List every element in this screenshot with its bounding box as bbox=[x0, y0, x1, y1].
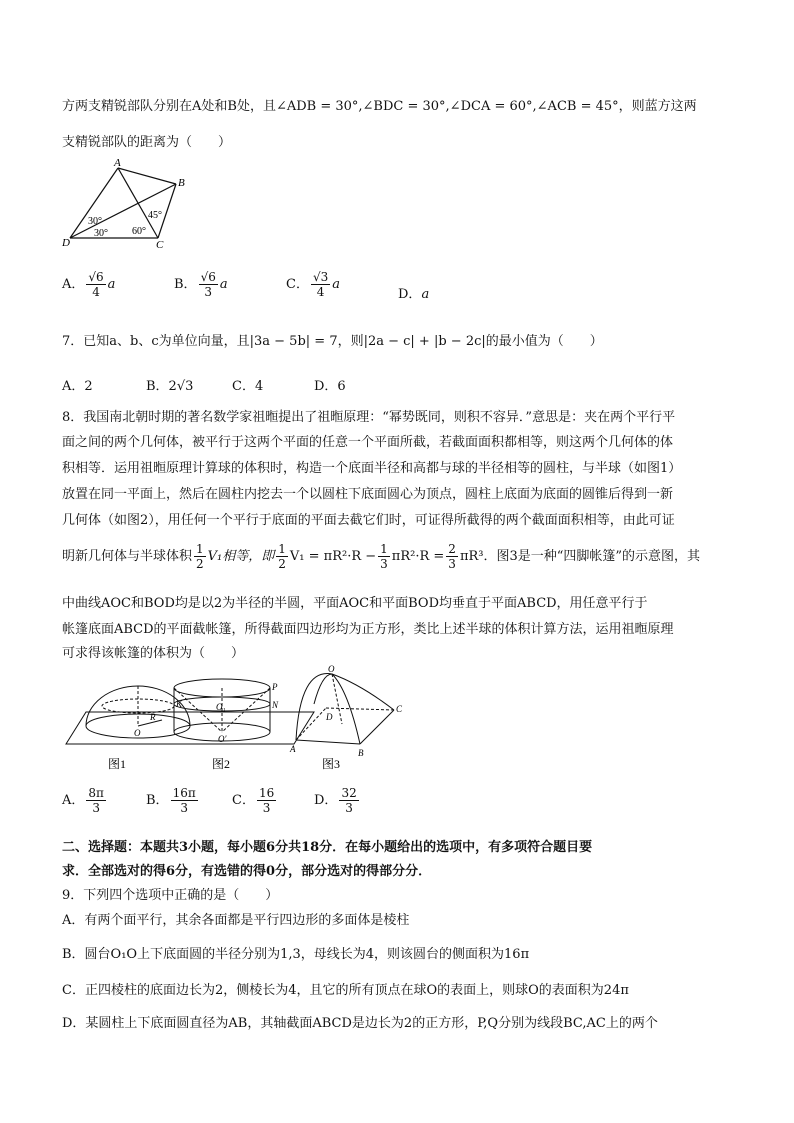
frac-den: 2 bbox=[278, 557, 286, 571]
option-tail: a bbox=[421, 287, 430, 302]
option-tail: a bbox=[107, 277, 116, 292]
q6-fig-label-b: B bbox=[178, 177, 185, 189]
option-tail: a bbox=[332, 277, 340, 292]
option-letter: D． bbox=[398, 287, 422, 302]
q8-option-a[interactable] bbox=[62, 786, 108, 815]
frac-den: 3 bbox=[262, 801, 271, 815]
frac-num: 1 bbox=[380, 542, 388, 556]
frac-den: 3 bbox=[448, 557, 456, 571]
frac-num: 2 bbox=[448, 542, 456, 556]
frac-num: 8π bbox=[88, 786, 104, 800]
q8-line6-part-c: V₁ = πR²·R − bbox=[289, 549, 377, 564]
fig2-label-o1: O₁ bbox=[216, 702, 226, 712]
q7-option-d[interactable]: D．6 bbox=[314, 379, 346, 394]
q6-stem-line1: 方两支精锐部队分别在A处和B处，且∠ADB = 30°,∠BDC = 30°,∠DCA = 60°,∠ACB = 45°，则蓝方这两 bbox=[62, 99, 697, 114]
option-letter: A． bbox=[62, 277, 85, 292]
fig2-label-k: K bbox=[176, 699, 183, 709]
option-letter: C． bbox=[286, 277, 309, 292]
q8-line5: 几何体（如图2），用任何一个平行于底面的平面去截它们时，可证得所截得的两个截面面积相等，由此可证 bbox=[62, 513, 675, 528]
q8-line6-part-b: V₁相等，即 bbox=[207, 549, 275, 564]
frac-den: 3 bbox=[380, 557, 388, 571]
option-letter: A． bbox=[62, 793, 85, 808]
q9-option-c[interactable]: C．正四棱柱的底面边长为2，侧棱长为4，且它的所有顶点在球O的表面上，则球O的表面积为24π bbox=[62, 983, 629, 998]
frac-den: 3 bbox=[345, 801, 353, 815]
q8-line3: 积相等．运用祖暅原理计算球的体积时，构造一个底面半径和高都与球的半径相等的圆柱，与半球（如图1） bbox=[62, 461, 682, 476]
fig3-label-o: O bbox=[328, 664, 335, 674]
q9-option-a[interactable]: A．有两个面平行，其余各面都是平行四边形的多面体是棱柱 bbox=[62, 913, 410, 928]
q8-line1: 8．我国南北朝时期的著名数学家祖暅提出了祖暅原理：“幂势既同，则积不容异．”意思是：夹在两个平行平 bbox=[62, 410, 676, 425]
q9-stem: 9．下列四个选项中正确的是（ ） bbox=[62, 888, 279, 903]
frac-num: 32 bbox=[341, 786, 357, 800]
option-letter: D． bbox=[314, 793, 338, 808]
frac-num: 16 bbox=[258, 786, 275, 800]
frac-num: √3 bbox=[312, 270, 329, 284]
fig3-label-b: B bbox=[358, 748, 364, 758]
q6-fig-label-d: D bbox=[62, 237, 70, 249]
q8-line6-part-a: 明新几何体与半球体积 bbox=[62, 549, 193, 564]
q8-option-d[interactable] bbox=[314, 786, 361, 815]
fig2-caption: 图2 bbox=[212, 757, 231, 771]
frac-num: √6 bbox=[88, 270, 104, 284]
q8-option-b[interactable] bbox=[146, 786, 200, 815]
frac-den: 3 bbox=[92, 801, 100, 815]
fig2-label-o-prime: O′ bbox=[218, 734, 227, 744]
option-letter: C． bbox=[232, 793, 255, 808]
fig3-label-a: A bbox=[290, 744, 296, 754]
q8-line6 bbox=[62, 542, 700, 571]
q8-line7: 中曲线AOC和BOD均是以2为半径的半圆，平面AOC和平面BOD均垂直于平面ABCD，用任意平行于 bbox=[62, 596, 648, 611]
fig1-caption: 图1 bbox=[108, 757, 127, 771]
q6-option-b[interactable] bbox=[174, 270, 228, 299]
frac-num: √6 bbox=[200, 270, 216, 284]
fig3-label-c: C bbox=[396, 704, 403, 714]
frac-num: 1 bbox=[196, 542, 204, 556]
q8-figures bbox=[64, 664, 414, 774]
q9-option-d[interactable]: D．某圆柱上下底面圆直径为AB，其轴截面ABCD是边长为2的正方形，P,Q分别为线段BC,AC上的两个 bbox=[62, 1016, 658, 1031]
q7-option-b[interactable]: B．2√3 bbox=[146, 379, 194, 394]
frac-num: 1 bbox=[278, 542, 286, 556]
fig1-label-r: R bbox=[150, 712, 156, 722]
q8-line4: 放置在同一平面上，然后在圆柱内挖去一个以圆柱下底面圆心为顶点，圆柱上底面为底面的圆锥后得到一新 bbox=[62, 487, 674, 502]
q6-fig-angle-dca: 60° bbox=[132, 226, 146, 237]
q8-line2: 面之间的两个几何体，被平行于这两个平面的任意一个平面所截，若截面面积都相等，则这两个几何体的体 bbox=[62, 435, 674, 450]
frac-den: 4 bbox=[316, 285, 325, 299]
frac-den: 3 bbox=[204, 285, 213, 299]
fig3-label-d: D bbox=[326, 712, 333, 722]
q7-stem: 7．已知a、b、c为单位向量，且|3a − 5b| = 7，则|2a − c| + |b − 2c|的最小值为（ ） bbox=[62, 334, 603, 349]
q6-fig-angle-bdc: 30° bbox=[94, 228, 108, 239]
q6-stem-line2: 支精锐部队的距离为（ ） bbox=[62, 135, 232, 150]
fig2-label-n: N bbox=[272, 700, 279, 710]
frac-num: 16π bbox=[172, 786, 196, 800]
frac-den: 3 bbox=[180, 801, 188, 815]
q6-option-c[interactable] bbox=[286, 270, 340, 299]
section2-heading-line2: 求．全部选对的得6分，有选错的得0分，部分选对的得部分分． bbox=[62, 864, 432, 879]
q8-option-c[interactable] bbox=[232, 786, 278, 815]
frac-den: 2 bbox=[196, 557, 204, 571]
option-letter: B． bbox=[174, 277, 197, 292]
q8-line6-part-d: πR²·R = bbox=[391, 549, 445, 564]
q6-fig-label-c: C bbox=[156, 239, 164, 250]
q8-line8: 帐篷底面ABCD的平面截帐篷，所得截面四边形均为正方形，类比上述半球的体积计算方法，运用祖暅原理 bbox=[62, 622, 674, 637]
fig2-label-p: P bbox=[272, 682, 278, 692]
option-letter: B． bbox=[146, 793, 169, 808]
q6-figure bbox=[60, 158, 190, 250]
section2-heading-line1: 二、选择题：本题共3小题，每小题6分共18分．在每小题给出的选项中，有多项符合题目要 bbox=[62, 840, 593, 855]
q6-fig-angle-acb: 45° bbox=[148, 210, 162, 221]
q9-option-b[interactable]: B．圆台O₁O上下底面圆的半径分别为1,3，母线长为4，则该圆台的侧面积为16π bbox=[62, 947, 530, 962]
q7-option-a[interactable]: A．2 bbox=[62, 379, 93, 394]
q6-fig-angle-adb: 30° bbox=[88, 216, 102, 227]
q8-line6-part-e: πR³．图3是一种“四脚帐篷”的示意图，其 bbox=[459, 549, 701, 564]
frac-den: 4 bbox=[92, 285, 100, 299]
q8-line9: 可求得该帐篷的体积为（ ） bbox=[62, 646, 245, 661]
q7-option-c[interactable]: C．4 bbox=[232, 379, 264, 394]
fig3-caption: 图3 bbox=[322, 757, 341, 771]
option-tail: a bbox=[219, 277, 228, 292]
q6-option-d[interactable] bbox=[398, 283, 429, 302]
q6-option-a[interactable] bbox=[62, 270, 115, 299]
fig1-label-o: O bbox=[134, 728, 141, 738]
q6-fig-label-a: A bbox=[114, 158, 121, 169]
